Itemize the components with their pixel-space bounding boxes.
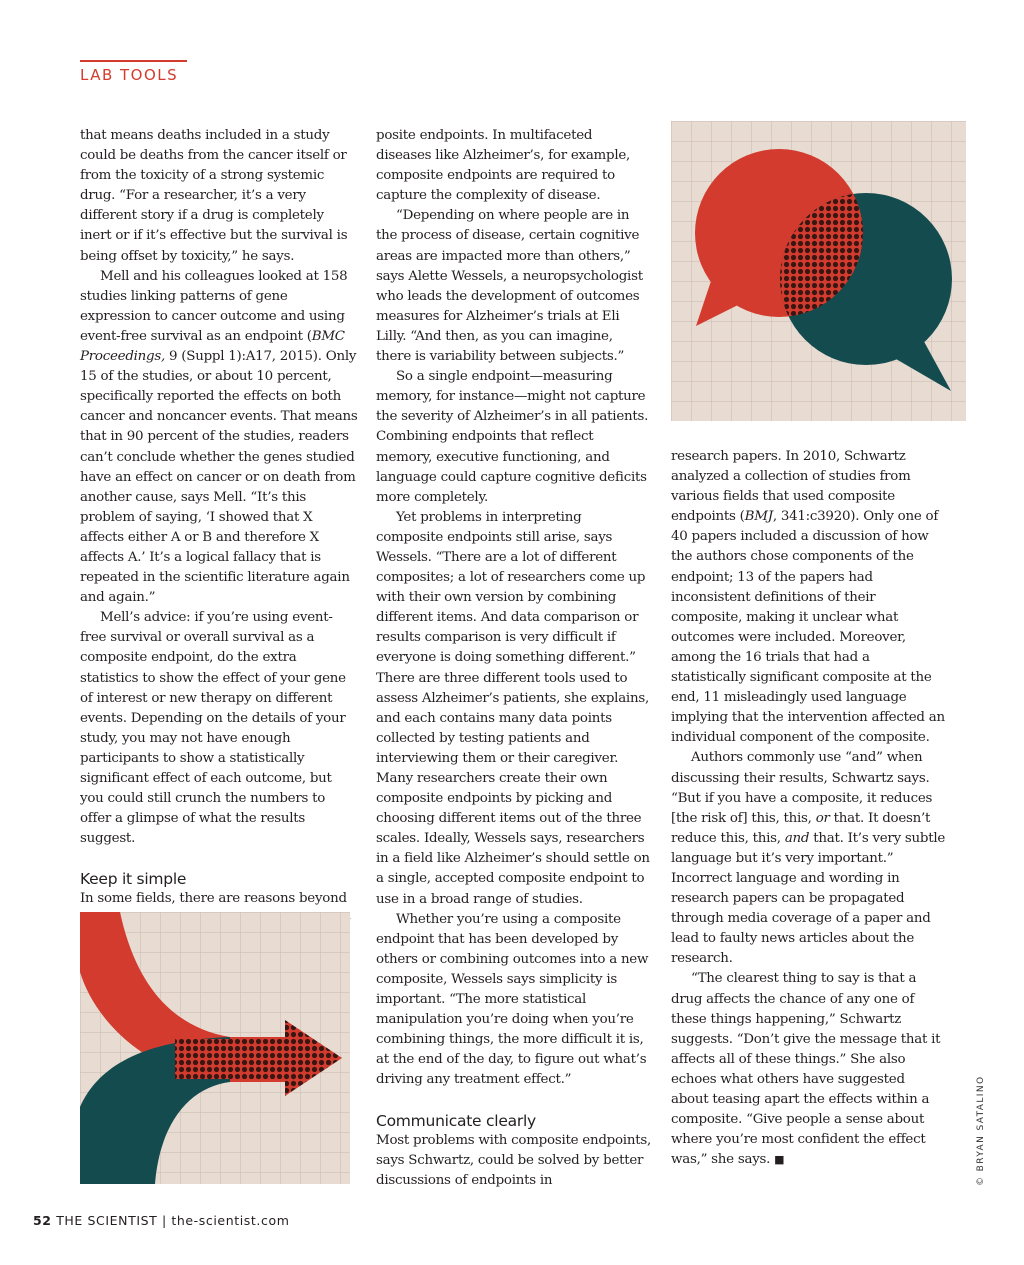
- paragraph: In some fields, there are reasons beyond: [80, 891, 347, 907]
- paragraph: Yet problems in interpreting composite endpoints still arise, says Wessels. “There are a lot of different composites; a lot of researchers come up with their own version by combining different items. And data comparison or results comparison is very difficult if everyone is doing something different.” There are three different tools used to assess Alzheimer’s patients, she explains, and each contains many data points collected by testing patients and interviewing them or their caregiver. Many researchers create their own composite endpoints by picking and choosing different items out of the three scales. Ideally, Wessels says, researchers in a field like Alzheimer’s should settle on a single, accepted composite endpoint to use in a broad range of studies.: [376, 509, 650, 907]
- section-rule: [80, 60, 187, 62]
- paragraph: that means deaths included in a study could be deaths from the cancer itself or from the toxicity of a strong systemic drug. “For a researcher, it’s a very different story if a drug is completely inert or if it’s effective but the survival is being offset by toxicity,” he says.: [80, 128, 348, 264]
- paragraph: Mell and his colleagues looked at 158 studies linking patterns of gene expression to cancer outcome and using event-free survival as an endpoint (BMC Proceedings, 9 (Suppl 1):A17, 2015). Only 15 of the studies, or about 10 percent, specifically reported the effects on both cancer and noncancer events. That means that in 90 percent of the studies, readers can’t conclude whether the genes studied have an effect on cancer or on death from another cause, says Mell. “It’s this problem of saying, ‘I showed that X affects either A or B and therefore X affects A.’ It’s a logical fallacy that is repeated in the scientific literature again and again.”: [80, 268, 358, 606]
- paragraph: Mell’s advice: if you’re using event-free survival or overall survival as a composite endpoint, do the extra statistics to show the effect of your gene of interest or new therapy on different events. Depending on the details of your study, you may not have enough participants to show a statistically significant effect of each outcome, but you could still crunch the numbers to offer a glimpse of what the results suggest.: [80, 610, 346, 847]
- paragraph: posite endpoints. In multifaceted diseases like Alzheimer’s, for example, composite endpoints are required to capture the complexity of disease.: [376, 128, 631, 204]
- paragraph: Authors commonly use “and” when discussing their results, Schwartz says. “But if you have a composite, it reduces [the risk of] this, this, or that. It doesn’t reduce this, this, and that. It’s very subtle language but it’s very important.” Incorrect language and wording in research papers can be propagated through media coverage of a paper and lead to faulty news articles about the research.: [671, 750, 946, 967]
- subheading-keep-it-simple: Keep it simple: [80, 870, 187, 889]
- paragraph: research papers. In 2010, Schwartz analyzed a collection of studies from various fields that used composite endpoints (BMJ, 341:c3920). Only one of 40 papers included a discussion of how the authors chose components of the endpoint; 13 of the papers had inconsistent definitions of their composite, making it unclear what outcomes were included. Moreover, among the 16 trials that had a statistically significant composite at the end, 11 misleadingly used language implying that the intervention affected an individual component of the composite.: [671, 449, 945, 746]
- page-footer: [33, 1213, 290, 1228]
- speech-bubbles-image: [671, 121, 966, 421]
- paragraph: So a single endpoint—measuring memory, for instance—might not capture the severity of Alzheimer’s in all patients. Combining endpoints that reflect memory, executive functioning, and language could capture cognitive deficits more completely.: [376, 369, 649, 505]
- merging-arrows-image: [80, 912, 350, 1184]
- end-mark-icon: ■: [774, 1153, 785, 1167]
- section-label: LAB TOOLS: [80, 66, 179, 84]
- photo-credit: © BRYAN SATALINO: [976, 1075, 986, 1186]
- paragraph: “The clearest thing to say is that a drug affects the chance of any one of these things happening,” Schwartz suggests. “Don’t give the message that it affects all of these things.” She also echoes what others have suggested about teasing apart the effects within a composite. “Give people a sense about where you’re most confident the effect was,” she says. ■: [671, 971, 941, 1168]
- page-number: 52: [33, 1213, 52, 1228]
- illustration-speech-bubbles: [671, 121, 966, 421]
- article-column-1: [80, 126, 358, 930]
- article-column-3: [671, 447, 946, 1170]
- paragraph: Whether you’re using a composite endpoint that has been developed by others or combining outcomes into a new composite, Wessels says simplicity is important. “The more statistical manipulation you’re doing when you’re combining things, the more difficult it is, at the end of the day, to figure out what’s driving any treatment effect.”: [376, 911, 649, 1088]
- subheading-communicate-clearly: Communicate clearly: [376, 1111, 536, 1130]
- paragraph: “Depending on where people are in the process of disease, certain cognitive areas are impacted more than others,” says Alette Wessels, a neuropsychologist who leads the development of outcomes measures for Alzheimer’s trials at Eli Lilly. “And then, as you can imagine, there is variability between subjects.”: [376, 208, 643, 365]
- article-column-2: [376, 126, 651, 1191]
- footer-publication: THE SCIENTIST | the-scientist.com: [56, 1213, 290, 1228]
- illustration-merging-arrows: [80, 912, 350, 1184]
- paragraph: Most problems with composite endpoints, says Schwartz, could be solved by better discussions of endpoints in: [376, 1132, 651, 1188]
